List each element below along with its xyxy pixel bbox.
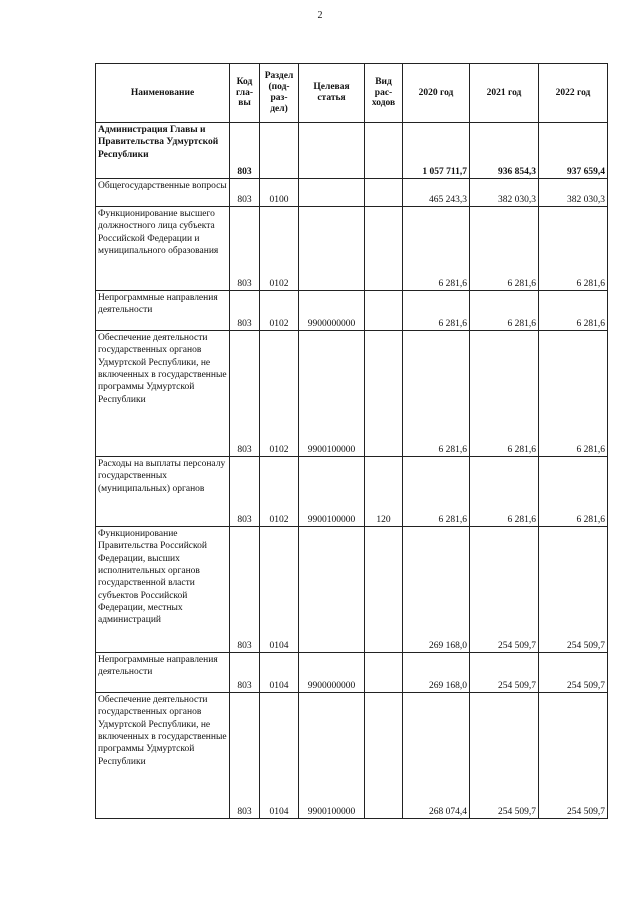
row-2020: 6 281,6: [403, 457, 470, 527]
table-row: [96, 457, 608, 527]
row-chapter: 803: [230, 457, 260, 527]
row-2020: 269 168,0: [403, 653, 470, 693]
row-target: 9900000000: [299, 653, 365, 693]
header-2020: 2020 год: [403, 64, 470, 123]
row-2022: 6 281,6: [539, 207, 608, 291]
row-section: 0102: [260, 457, 299, 527]
table-row: [96, 331, 608, 457]
row-2021: 254 509,7: [470, 653, 539, 693]
row-target: [299, 527, 365, 653]
row-section: 0100: [260, 179, 299, 207]
row-expense-type: [365, 207, 403, 291]
row-section: 0102: [260, 331, 299, 457]
row-expense-type: [365, 123, 403, 179]
row-chapter: 803: [230, 179, 260, 207]
row-target: [299, 123, 365, 179]
row-target: 9900100000: [299, 331, 365, 457]
table-row: [96, 693, 608, 819]
row-2022: 937 659,4: [539, 123, 608, 179]
row-2021: 6 281,6: [470, 207, 539, 291]
row-2021: 254 509,7: [470, 527, 539, 653]
row-name: Общегосударственные вопросы: [96, 179, 230, 207]
header-row: [96, 64, 608, 123]
row-chapter: 803: [230, 207, 260, 291]
row-2021: 6 281,6: [470, 291, 539, 331]
row-section: 0104: [260, 653, 299, 693]
row-2020: 269 168,0: [403, 527, 470, 653]
row-chapter: 803: [230, 693, 260, 819]
table-row: [96, 653, 608, 693]
row-section: 0104: [260, 693, 299, 819]
header-target: Целевая статья: [299, 64, 365, 123]
header-2021: 2021 год: [470, 64, 539, 123]
row-2022: 254 509,7: [539, 527, 608, 653]
row-2020: 465 243,3: [403, 179, 470, 207]
row-name: Непрограммные направления деятельности: [96, 291, 230, 331]
row-section: [260, 123, 299, 179]
header-name: Наименование: [96, 64, 230, 123]
row-2020: 6 281,6: [403, 291, 470, 331]
header-section: Раздел (под- раз- дел): [260, 64, 299, 123]
table-row: [96, 179, 608, 207]
row-name: Непрограммные направления деятельности: [96, 653, 230, 693]
table-row: [96, 291, 608, 331]
row-chapter: 803: [230, 291, 260, 331]
page-number: 2: [317, 10, 323, 21]
row-name: Функционирование Правительства Российской Федерации, высших исполнительных органов государственной власти субъектов Российской Федерации, местных администраций: [96, 527, 230, 653]
row-name: Обеспечение деятельности государственных органов Удмуртской Республики, не включенных в государственные программы Удмуртской Республики: [96, 693, 230, 819]
row-2020: 6 281,6: [403, 207, 470, 291]
row-section: 0104: [260, 527, 299, 653]
row-expense-type: [365, 653, 403, 693]
row-2021: 382 030,3: [470, 179, 539, 207]
row-2022: 254 509,7: [539, 653, 608, 693]
row-2022: 382 030,3: [539, 179, 608, 207]
row-expense-type: [365, 527, 403, 653]
row-expense-type: [365, 331, 403, 457]
table-row: [96, 123, 608, 179]
row-expense-type: [365, 291, 403, 331]
budget-table: [95, 63, 608, 819]
row-2021: 254 509,7: [470, 693, 539, 819]
row-chapter: 803: [230, 123, 260, 179]
header-chapter: Код гла- вы: [230, 64, 260, 123]
header-2022: 2022 год: [539, 64, 608, 123]
row-chapter: 803: [230, 331, 260, 457]
row-name: Обеспечение деятельности государственных органов Удмуртской Республики, не включенных в государственные программы Удмуртской Республики: [96, 331, 230, 457]
row-chapter: 803: [230, 653, 260, 693]
row-2020: 6 281,6: [403, 331, 470, 457]
table-row: [96, 527, 608, 653]
row-name: Функционирование высшего должностного лица субъекта Российской Федерации и муниципального образования: [96, 207, 230, 291]
row-section: 0102: [260, 291, 299, 331]
row-2021: 6 281,6: [470, 331, 539, 457]
row-name: Администрация Главы и Правительства Удмуртской Республики: [96, 123, 230, 179]
row-2021: 936 854,3: [470, 123, 539, 179]
row-2021: 6 281,6: [470, 457, 539, 527]
row-2022: 6 281,6: [539, 291, 608, 331]
row-target: 9900000000: [299, 291, 365, 331]
row-target: [299, 207, 365, 291]
row-2020: 268 074,4: [403, 693, 470, 819]
row-section: 0102: [260, 207, 299, 291]
row-2022: 6 281,6: [539, 331, 608, 457]
row-target: 9900100000: [299, 693, 365, 819]
row-expense-type: [365, 693, 403, 819]
row-2020: 1 057 711,7: [403, 123, 470, 179]
row-name: Расходы на выплаты персоналу государственных (муниципальных) органов: [96, 457, 230, 527]
row-target: 9900100000: [299, 457, 365, 527]
row-2022: 254 509,7: [539, 693, 608, 819]
row-target: [299, 179, 365, 207]
row-expense-type: [365, 179, 403, 207]
row-chapter: 803: [230, 527, 260, 653]
row-expense-type: 120: [365, 457, 403, 527]
row-2022: 6 281,6: [539, 457, 608, 527]
header-expense-type: Вид рас- ходов: [365, 64, 403, 123]
table-row: [96, 207, 608, 291]
